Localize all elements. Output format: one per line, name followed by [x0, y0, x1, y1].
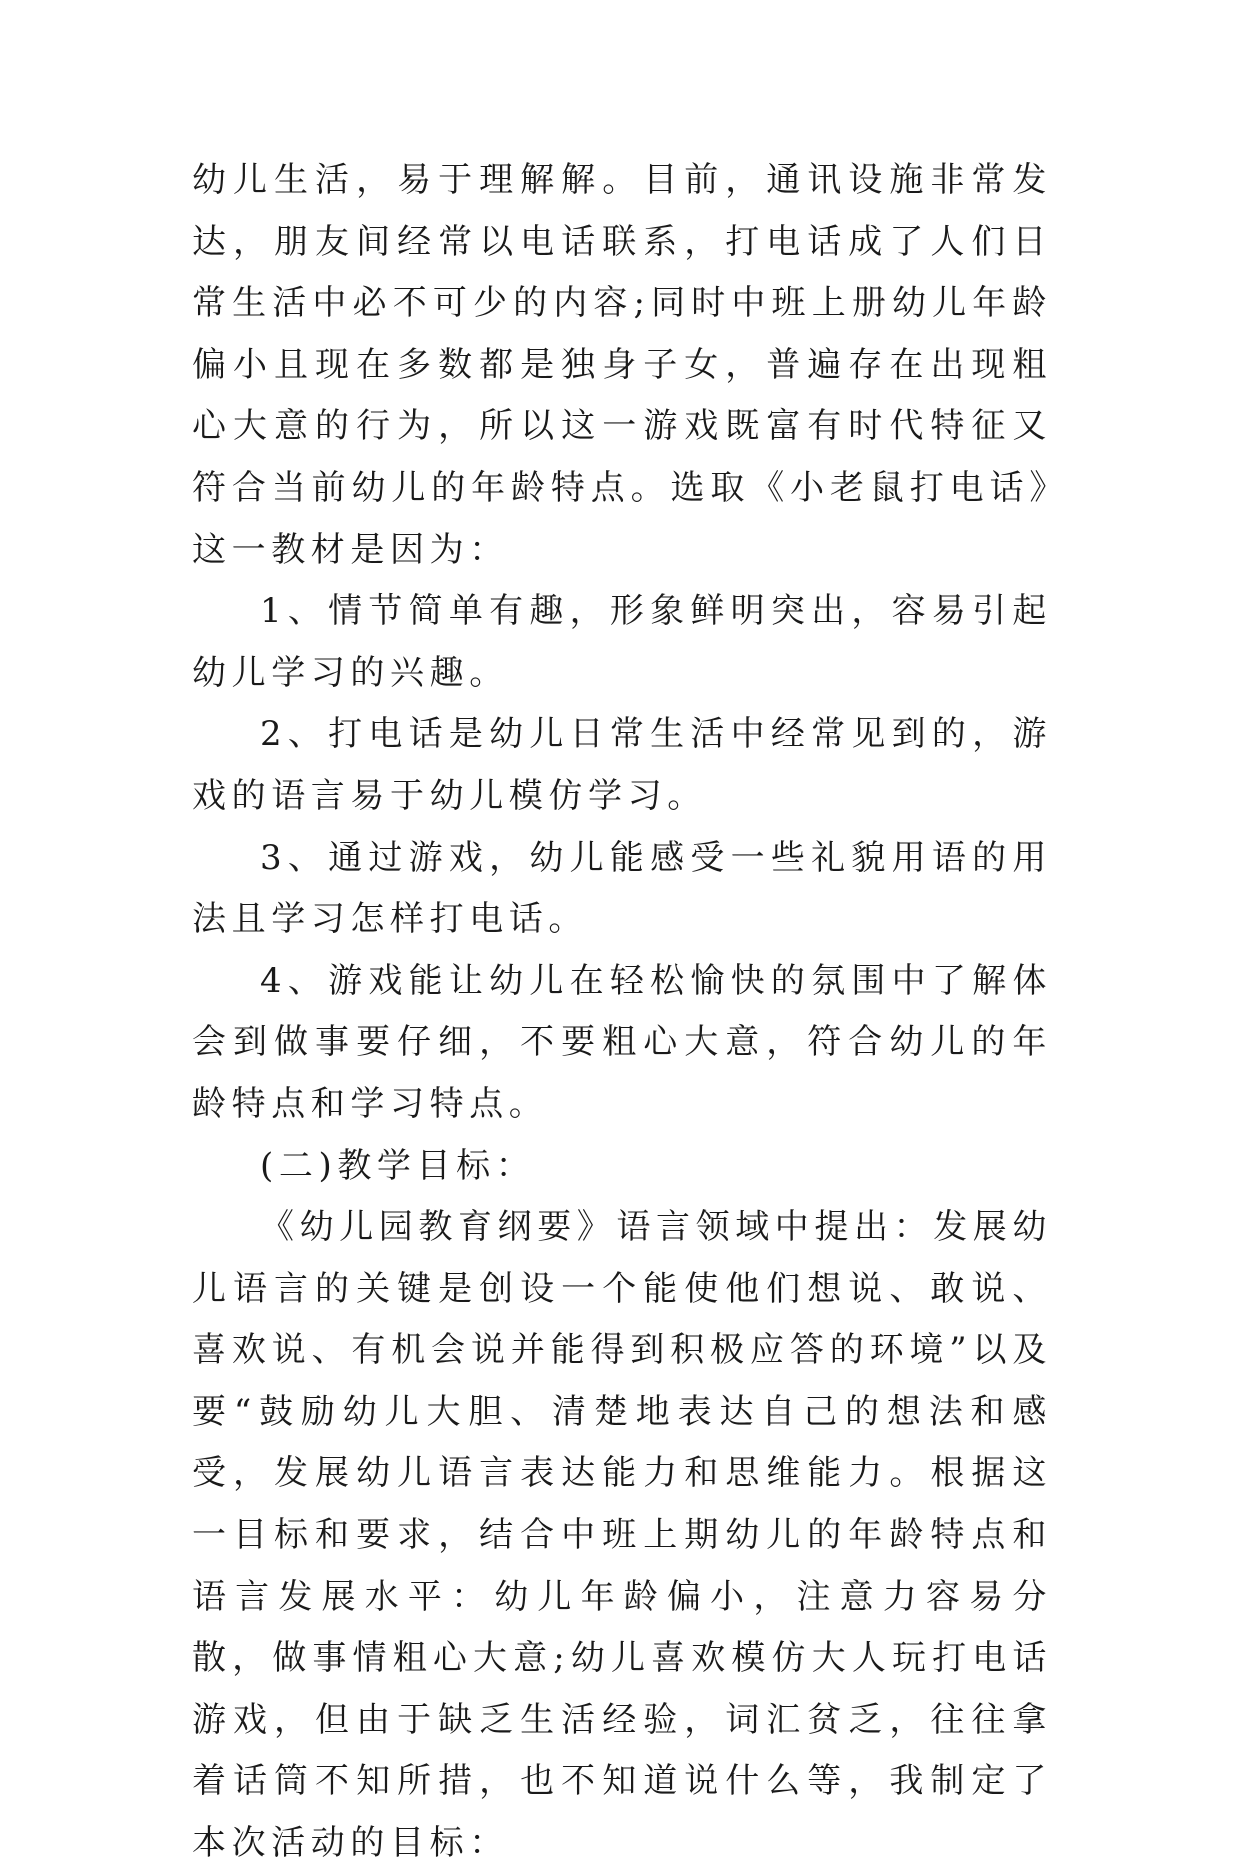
document-body	[192, 150, 1052, 1875]
paragraph-reason-3: 3、通过游戏，幼儿能感受一些礼貌用语的用法且学习怎样打电话。	[192, 837, 1052, 940]
paragraph-reason-4: 4、游戏能让幼儿在轻松愉快的氛围中了解体会到做事要仔细，不要粗心大意，符合幼儿的年龄特点和学习特点。	[192, 960, 1052, 1124]
paragraph-intro: 幼儿生活，易于理解解。目前，通讯设施非常发达，朋友间经常以电话联系，打电话成了人们日常生活中必不可少的内容;同时中班上册幼儿年龄偏小且现在多数都是独身子女，普遍存在出现粗心大意的行为，所以这一游戏既富有时代特征又符合当前幼儿的年龄特点。选取《小老鼠打电话》这一教材是因为：	[192, 160, 1052, 570]
paragraph-reason-1: 1、情节简单有趣，形象鲜明突出，容易引起幼儿学习的兴趣。	[192, 591, 1052, 693]
paragraph-goals: 《幼儿园教育纲要》语言领域中提出：发展幼儿语言的关键是创设一个能使他们想说、敢说、喜欢说、有机会说并能得到积极应答的环境”以及要“鼓励幼儿大胆、清楚地表达自己的想法和感受，发展幼儿语言表达能力和思维能力。根据这一目标和要求，结合中班上期幼儿的年龄特点和语言发展水平：幼儿年龄偏小，注意力容易分散，做事情粗心大意;幼儿喜欢模仿大人玩打电话游戏，但由于缺乏生活经验，词汇贫乏，往往拿着话筒不知所措，也不知道说什么等，我制定了本次活动的目标：	[192, 1207, 1052, 1864]
paragraph-reason-2: 2、打电话是幼儿日常生活中经常见到的，游戏的语言易于幼儿模仿学习。	[192, 714, 1052, 816]
section-heading-teaching-goals: (二)教学目标：	[260, 1145, 536, 1186]
